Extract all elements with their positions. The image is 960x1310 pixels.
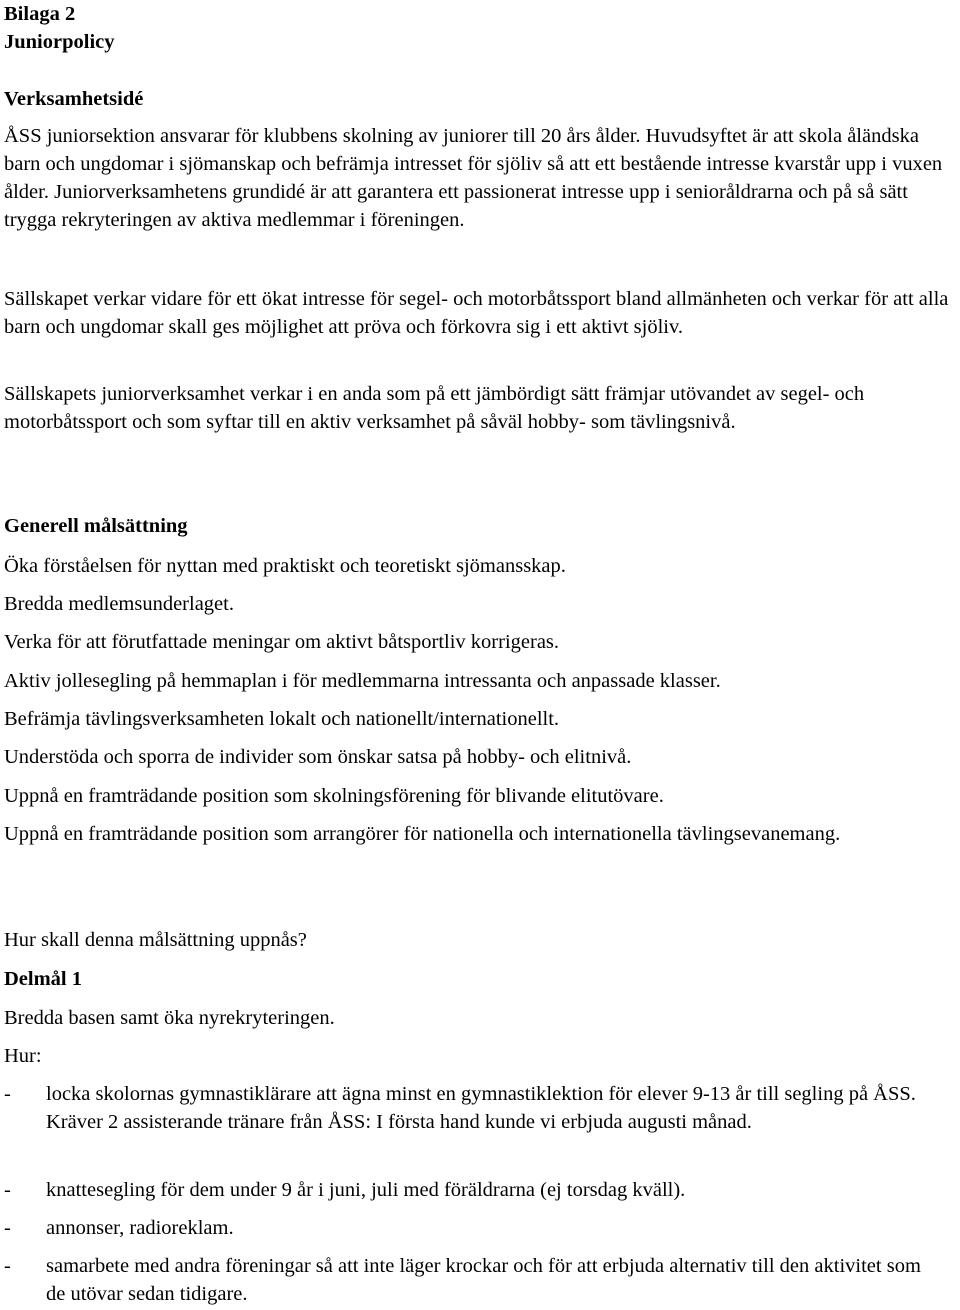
attachment-label: Bilaga 2 xyxy=(4,3,76,25)
goal-item: Öka förståelsen för nyttan med praktiskt och teoretiskt sjömansskap. xyxy=(4,555,566,577)
how-label: Hur: xyxy=(4,1045,42,1067)
list-item-text: annonser, radioreklam. xyxy=(46,1217,234,1239)
dash-bullet: - xyxy=(4,1179,11,1201)
dash-bullet: - xyxy=(4,1083,11,1105)
dash-bullet: - xyxy=(4,1255,11,1277)
section-heading-goals: Generell målsättning xyxy=(4,515,188,537)
goal-item: Verka för att förutfattade meningar om aktivt båtsportliv korrigeras. xyxy=(4,631,560,653)
section-heading-verksamhetside: Verksamhetsidé xyxy=(4,88,144,110)
list-item-text: locka skolornas gymnastiklärare att ägna minst en gymnastiklektion för elever 9-13 år till segling på ÅSS. Kräver 2 assisterande tränare från ÅSS: I första hand kunde vi erbjuda augusti månad. xyxy=(46,1083,916,1133)
goal-item: Aktiv jollesegling på hemmaplan i för medlemmarna intressanta och anpassade klasser. xyxy=(4,670,721,692)
paragraph-intro: ÅSS juniorsektion ansvarar för klubbens skolning av juniorer till 20 års ålder. Huvudsyftet är att skola åländska barn och ungdomar i sjömanskap och befrämja intresset för sjöliv så att ett bestående intresse kvarstår upp i vuxen ålder. Juniorverksamhetens grundidé är att garantera ett passionerat intresse upp i senioråldrarna och på så sätt trygga rekryteringen av aktiva medlemmar i föreningen. xyxy=(4,125,943,231)
goal-item: Bredda medlemsunderlaget. xyxy=(4,593,234,615)
goal-item: Understöda och sporra de individer som önskar satsa på hobby- och elitnivå. xyxy=(4,746,632,768)
goal-item: Uppnå en framträdande position som skolningsförening för blivande elitutövare. xyxy=(4,785,664,807)
dash-bullet: - xyxy=(4,1217,11,1239)
how-question: Hur skall denna målsättning uppnås? xyxy=(4,929,307,951)
paragraph-interest: Sällskapet verkar vidare för ett ökat intresse för segel- och motorbåtssport bland allmänheten och verkar för att alla barn och ungdomar skall ges möjlighet att pröva och förkovra sig i ett aktivt sjöliv. xyxy=(4,288,949,338)
page-title: Juniorpolicy xyxy=(4,31,115,53)
goal-item: Befrämja tävlingsverksamheten lokalt och nationellt/internationellt. xyxy=(4,708,560,730)
list-item xyxy=(4,1214,958,1242)
goal-item: Uppnå en framträdande position som arrangörer för nationella och internationella tävlingsevanemang. xyxy=(4,823,841,845)
list-item xyxy=(4,1080,958,1136)
subgoal-text: Bredda basen samt öka nyrekryteringen. xyxy=(4,1007,335,1029)
list-item-text: samarbete med andra föreningar så att inte läger krockar och för att erbjuda alternativ till den aktivitet som de utövar sedan tidigare. xyxy=(46,1255,921,1305)
paragraph-spirit: Sällskapets juniorverksamhet verkar i en anda som på ett jämbördigt sätt främjar utövandet av segel- och motorbåtssport och som syftar till en aktiv verksamhet på såväl hobby- som tävlingsnivå. xyxy=(4,383,865,433)
list-item-text: knattesegling för dem under 9 år i juni, juli med föräldrarna (ej torsdag kväll). xyxy=(46,1179,686,1201)
list-item xyxy=(4,1176,958,1204)
list-item xyxy=(4,1252,958,1308)
subgoal-heading: Delmål 1 xyxy=(4,968,82,990)
